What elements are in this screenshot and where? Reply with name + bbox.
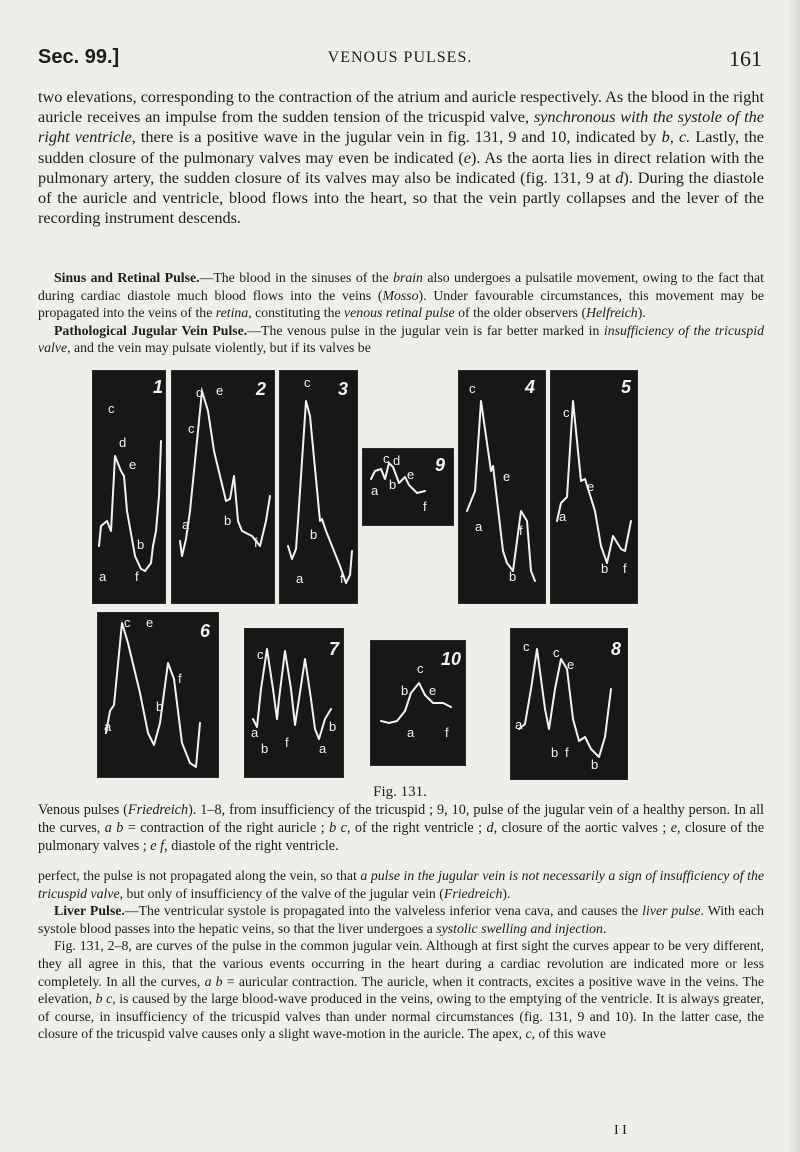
curve-label: b <box>329 719 337 734</box>
pulse-curve-6 <box>98 613 218 777</box>
text-run: of the older observers ( <box>454 305 587 321</box>
curve-label: d <box>196 385 204 400</box>
text-run: Sinus and Retinal Pulse. <box>54 270 200 285</box>
panel-number: 6 <box>200 621 211 641</box>
text-run: ). <box>502 885 511 901</box>
panel-number: 8 <box>611 639 622 659</box>
text-run: Friedreich <box>127 802 189 818</box>
text-run: —The blood in the sinuses of the <box>199 270 394 285</box>
text-run: , and the vein may pulsate violently, but if its valves be <box>67 340 371 356</box>
curve-label: b <box>509 569 517 584</box>
text-run: two elevations, corresponding to the contraction of the atrium and auricle respectively. As the blood in the right auricle receives an impulse from the sudden tension of the tricuspid valve, <box>38 87 764 127</box>
text-run: , of this wave <box>531 1026 606 1042</box>
text-run: d <box>486 820 494 836</box>
text-run: —The ventricular systole is propagated into the valveless inferior vena cava, and causes the <box>124 903 643 919</box>
text-run: , diastole of the right ventricle. <box>164 838 339 854</box>
pulse-curve-2 <box>172 371 274 603</box>
signature-mark: I I <box>614 1123 627 1138</box>
liver-pulse-paragraph <box>38 902 764 937</box>
pulse-curve-3 <box>280 371 357 603</box>
curve-label: a <box>559 509 567 524</box>
curve-label: c <box>417 661 424 676</box>
curve-label: f <box>178 671 182 686</box>
section-number: Sec. 99.] <box>38 46 120 68</box>
pulse-curve-10 <box>371 641 465 765</box>
text-run: b, c. <box>661 127 691 147</box>
text-run: Liver Pulse. <box>54 903 125 919</box>
pulse-curve-9 <box>363 449 453 525</box>
text-run: e <box>463 147 471 167</box>
curve-label: b <box>601 561 609 576</box>
curve-label: d <box>119 435 127 450</box>
text-run: , constituting the <box>248 305 345 321</box>
text-run: brain <box>393 270 423 285</box>
curve-label: f <box>565 745 569 760</box>
curve-label: a <box>407 725 415 740</box>
panel-number: 3 <box>338 379 349 399</box>
figure-label: Fig. 131. <box>373 784 427 800</box>
figure-panel-9 <box>362 448 454 526</box>
text-run: venous retinal pulse <box>344 305 455 321</box>
panel-number: 10 <box>441 649 462 669</box>
text-run: , closure of the pulmonary valves ; <box>38 820 764 854</box>
text-run: ). Under favourable circumstances, this movement may be propagated into the veins of the <box>38 287 764 321</box>
curve-label: a <box>99 569 107 584</box>
curve-label: e <box>407 467 415 482</box>
text-run: . With each systole blood passes into the hepatic veins, so that the liver undergoes a <box>38 903 765 936</box>
running-title: VENOUS PULSES. <box>327 49 473 66</box>
curve-label: b <box>551 745 559 760</box>
curve-label: b <box>156 699 164 714</box>
curve-label: e <box>429 683 437 698</box>
curve-label: c <box>383 451 390 466</box>
text-run: a pulse in the jugular vein is not necessarily a sign of insufficiency of the tricuspid valve <box>38 868 764 901</box>
pulse-curve-4 <box>459 371 545 603</box>
figure-panel-3 <box>279 370 358 604</box>
figure-panel-4 <box>458 370 546 604</box>
panel-number: 4 <box>525 377 536 397</box>
panel-number: 1 <box>153 377 164 397</box>
curve-label: c <box>523 639 530 654</box>
page-edge <box>790 0 800 1152</box>
text-run: Friedreich <box>443 885 503 901</box>
figure-panel-7 <box>244 628 344 778</box>
text-run: ). As the aorta lies in direct relation with the pulmonary artery, the sudden closure of its valves may also be indicated (fig. 131, 9 at <box>38 147 765 187</box>
curve-label: b <box>261 741 269 756</box>
curve-label: b <box>224 513 232 528</box>
text-run: also undergoes a pulsatile movement, owing to the fact that during cardiac diastole much blood flows into the veins ( <box>38 270 764 303</box>
curve-label: b <box>389 477 397 492</box>
curve-label: a <box>182 517 190 532</box>
curve-label: e <box>503 469 511 484</box>
text-run: systolic swelling and injection <box>436 920 603 936</box>
text-run: e f <box>150 838 165 854</box>
curve-label: c <box>188 421 195 436</box>
panel-number: 5 <box>621 377 632 397</box>
text-run: Venous pulses ( <box>38 802 128 818</box>
curve-label: b <box>310 527 318 542</box>
panel-number: 7 <box>329 639 340 659</box>
curve-label: e <box>146 615 154 630</box>
text-run: —The venous pulse in the jugular vein is far better marked in <box>247 322 604 338</box>
curve-label: d <box>393 453 401 468</box>
curve-label: e <box>216 383 224 398</box>
curve-label: c <box>108 401 115 416</box>
text-run: , closure of the aortic valves ; <box>493 820 671 836</box>
text-run: , but only of insufficiency of the valve of the jugular vein ( <box>119 885 444 901</box>
figure-caption <box>38 801 764 855</box>
pulse-curve-7 <box>245 629 343 777</box>
pulse-curve-1 <box>93 371 165 603</box>
figure-panel-5 <box>550 370 638 604</box>
curve-label: a <box>104 719 112 734</box>
text-run: b c <box>329 820 347 836</box>
curve-label: b <box>591 757 599 772</box>
text-run: perfect, the pulse is not propagated along the vein, so that <box>38 868 361 883</box>
text-run: ). <box>637 305 646 321</box>
curve-label: a <box>251 725 259 740</box>
small-print-block-bottom <box>38 867 764 1043</box>
curve-label: c <box>563 405 570 420</box>
text-run: e <box>670 820 678 836</box>
pathological-jugular-pulse-paragraph <box>38 322 764 357</box>
text-run: ). 1–8, from insufficiency of the tricuspid ; 9, 10, pulse of the jugular vein of a healthy person. In all the curves, <box>38 802 764 836</box>
curve-label: c <box>553 645 560 660</box>
curve-label: e <box>129 457 137 472</box>
text-run: a b <box>204 973 223 989</box>
curve-label: c <box>469 381 476 396</box>
text-run: Helfreich <box>586 305 638 321</box>
panel-number: 2 <box>256 379 267 399</box>
figure-panel-2 <box>171 370 275 604</box>
text-run: b c <box>95 991 113 1007</box>
figure-panel-6 <box>97 612 219 778</box>
running-header <box>38 46 762 76</box>
text-run: ). During the diastole of the auricle and ventricle, blood flows into the heart, so that the vein partly collapses and the lever of the recording instrument descends. <box>38 167 764 228</box>
curve-label: f <box>340 571 344 586</box>
curve-label: e <box>587 479 595 494</box>
figure-panel-8 <box>510 628 628 780</box>
curve-label: b <box>137 537 145 552</box>
curve-label: c <box>257 647 264 662</box>
text-run: , is caused by the large blood-wave produced in the veins, owing to the emptying of the ventricle. It is always greater, of course, in insufficiency of the tricuspid valves than under normal circumstances (fig. 131, 9 and 10). In the latter case, the closure of the tricuspid valve causes only a slight wave-motion in the auricle. The apex, <box>38 991 764 1042</box>
curve-label: e <box>567 657 575 672</box>
text-run: Mosso <box>382 287 419 303</box>
jugular-valve-paragraph <box>38 867 764 902</box>
curve-label: c <box>124 615 131 630</box>
curve-label: a <box>515 717 523 732</box>
text-run: synchronous with the systole of the right ventricle <box>38 107 764 147</box>
curve-label: f <box>445 725 449 740</box>
text-run: . <box>602 920 607 936</box>
curve-label: f <box>135 569 139 584</box>
text-run: retina <box>215 305 249 321</box>
curve-label: c <box>304 375 311 390</box>
curve-label: f <box>254 535 258 550</box>
small-print-block-top <box>38 269 764 357</box>
text-run: , there is a positive wave in the jugular vein in fig. 131, 9 and 10, indicated by <box>131 127 662 147</box>
text-run: Pathological Jugular Vein Pulse. <box>54 322 248 338</box>
curve-label: f <box>285 735 289 750</box>
curve-label: f <box>623 561 627 576</box>
curve-label: a <box>475 519 483 534</box>
text-run: d <box>615 167 624 187</box>
figure-panel-1 <box>92 370 166 604</box>
sinus-retinal-pulse-paragraph <box>38 269 764 322</box>
text-run: Fig. 131, 2–8, are curves of the pulse in the common jugular vein. Although at first sight the curves appear to be very different, they all agree in this, that the various events occurring in the heart during a cardiac revolution are indicated more or less completely. In all the curves, <box>38 938 764 989</box>
pulse-curve-8 <box>511 629 627 779</box>
text-run: insufficiency of the tricuspid valve <box>38 322 764 356</box>
text-run: Lastly, the sudden closure of the pulmonary valves may even be indicated ( <box>38 127 765 167</box>
text-run: , of the right ventricle ; <box>346 820 487 836</box>
page-number: 161 <box>729 46 762 71</box>
text-run: = contraction of the right auricle ; <box>123 820 330 836</box>
curve-label: a <box>371 483 379 498</box>
curve-label: b <box>401 683 409 698</box>
text-run: c <box>525 1026 532 1042</box>
curve-description-paragraph <box>38 937 764 1043</box>
curve-label: f <box>423 499 427 514</box>
text-run: liver pulse <box>642 903 701 919</box>
pulse-curve-5 <box>551 371 637 603</box>
text-run: a b <box>104 820 124 836</box>
curve-label: a <box>319 741 327 756</box>
text-run: = auricular contraction. The auricle, when it contracts, excites a positive wave in the veins. The elevation, <box>38 973 764 1007</box>
figure-panel-10 <box>370 640 466 766</box>
curve-label: a <box>296 571 304 586</box>
panel-number: 9 <box>435 455 446 475</box>
body-paragraph <box>38 87 764 228</box>
curve-label: f <box>519 523 523 538</box>
